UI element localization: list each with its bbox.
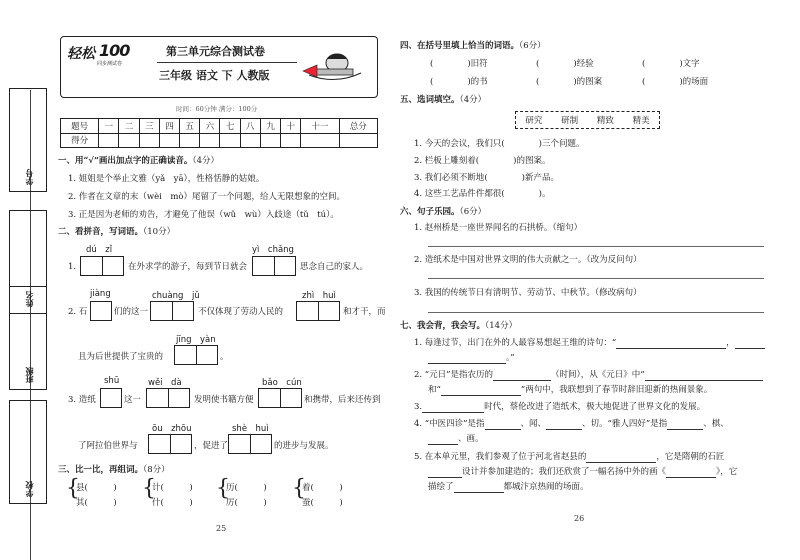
painting-blank[interactable] [666,468,716,478]
score-cell: 四 [159,119,179,134]
score-cell: 题号 [61,119,99,134]
diagnosis-blank-2[interactable] [546,420,582,430]
s3-title: 三、比一比，再组词。 [58,465,144,475]
s7-q5-line3-end: 都城汴京热闹的场面。 [503,482,589,492]
school-field[interactable] [9,400,47,504]
s7-q5 [414,451,724,463]
bridge-blank[interactable] [586,453,656,463]
fill-phrase[interactable]: ( )的图案 [536,77,603,87]
pinyin-shu: shū [104,376,120,386]
score-input[interactable] [180,133,200,148]
score-input[interactable] [139,133,159,148]
pinyin-weida: wěi dà [148,378,182,388]
dynasty-blank[interactable] [454,483,504,493]
char-box-weida[interactable] [146,388,190,408]
s1-q2[interactable]: 2. 作者在文章的末（wèi mò）尾留了一个问题，给人无限想象的空间。 [68,192,346,202]
s7-q5-line3-text: 描绘了 [428,482,454,492]
s2-title: 二、看拼音，写词语。 [58,227,144,237]
compare-word[interactable]: 蚕( ) [302,498,343,508]
poem-line-blank-2[interactable] [441,386,521,396]
score-input[interactable] [260,133,280,148]
score-cell: 八 [240,119,260,134]
s5-points: （4分） [459,95,487,105]
score-cell: 十一 [301,119,339,134]
s1-points: （4分） [192,156,220,166]
s7-q4-mid2: 、切。“雅人四好”是指 [582,419,668,429]
char-box-baocun[interactable] [258,388,302,408]
poem-blank-2[interactable] [735,339,765,349]
s7-heading [400,320,517,332]
pinyin-shehui: shè huì [232,424,269,434]
score-cell: 十 [281,119,301,134]
s6-q3: 3. 我国的传统节日有清明节、劳动节、中秋节。（修改病句） [414,288,642,298]
s2-points: （10分） [143,227,176,237]
s1-q1[interactable]: 1. 姐姐是个举止文雅（yǎ yā），性格恬静的姑娘。 [68,174,265,184]
char-box-jingyan[interactable] [174,345,218,365]
word-bank [515,111,660,129]
era-blank[interactable] [422,403,484,413]
student-id-field[interactable] [9,88,47,192]
s1-q3[interactable]: 3. 正是因为老师的劝告，才避免了他误（wǔ wù）入歧途（tǔ tú）。 [68,210,339,220]
answer-line-2[interactable] [428,278,764,279]
s7-q5-mid: ，它是隋朝的石匠 [656,452,725,462]
s7-q3-no: 3. [414,402,423,412]
school-label: 学校 [23,481,34,497]
fill-phrase[interactable]: ( )的场面 [642,77,709,87]
score-table [60,118,378,148]
poem-line-blank-1[interactable] [645,371,763,381]
compare-word[interactable]: 着( ) [302,483,343,493]
exam-header [60,36,378,98]
s2-q2-line2-end: 。 [220,352,229,362]
diagnosis-blank-1[interactable] [485,420,521,430]
s7-q4-mid: 、闻、 [520,419,547,429]
score-input[interactable] [339,133,377,148]
s7-q4-mid3: 、棋、 [703,419,729,429]
s7-q3 [414,401,705,413]
fill-phrase[interactable]: ( )文字 [642,59,700,69]
char-box-shu[interactable] [100,388,122,408]
score-input[interactable] [281,133,301,148]
s7-q2-line2-a: 和“ [428,385,441,395]
s7-q1 [414,337,765,349]
class-field[interactable] [9,286,47,390]
s3-heading [58,464,170,476]
char-box-duzi[interactable] [80,256,124,276]
char-box-zhihui[interactable] [296,301,340,321]
score-cell: 九 [260,119,280,134]
score-cell: 五 [180,119,200,134]
s7-q2-text: 2. “元日”是指农历的 [414,370,494,380]
s2-q2-line2: 且为后世提供了宝贵的 [78,352,164,362]
logo-num: 100 [99,41,130,60]
s7-q5-text: 5. 在本单元里，我们参观了位于河北省赵县的 [414,452,587,462]
pinyin-jingyan: jīng yàn [176,335,216,345]
mason-blank[interactable] [428,468,462,478]
pinyin-chuangju: chuàng jǔ [152,291,200,301]
s3-points: （8分） [143,465,170,475]
student-id-label: 学号 [23,169,34,185]
fill-phrase[interactable]: ( )的书 [430,77,488,87]
s7-points: （14分） [485,321,518,331]
score-input[interactable] [301,133,339,148]
s4-title: 四、在括号里填上恰当的词语。 [400,41,520,51]
s2-q3-end: 和携带，后来还传到 [304,395,381,405]
s5-q3[interactable]: 3. 我们必须不断地( )新产品。 [414,173,559,183]
s5-q1[interactable]: 1. 今天的会议，我们只( )三个问题。 [414,139,585,149]
s7-q2-mid: （时间），从《元日》中“ [551,370,645,380]
logo [67,41,147,69]
word-option: 研究 [525,116,543,126]
char-box-shehui[interactable] [228,434,272,454]
s2-q3-line2-end: 的进步与发展。 [274,441,334,451]
score-cell: 二 [119,119,139,134]
s7-q2-line2-b: ”两句中，我联想到了春节时辞旧迎新的热闹景象。 [520,385,713,395]
exam-title: 第三单元综合测试卷 [166,45,265,58]
hobby-blank-1[interactable] [667,420,703,430]
s7-q4-line2 [428,433,484,445]
title-divider [157,62,297,63]
s7-q5-line2-text: 设计并参加建造的；我们还欣赏了一幅名扬中外的画《 [462,467,667,477]
s2-q2-no: 2. 石 [68,307,88,317]
s7-title: 七、我会背，我会写。 [400,321,486,331]
word-option: 研制 [561,116,579,126]
s7-q2 [414,369,763,381]
s1-title: 一、用“√”画出加点字的正确读音。 [58,156,193,166]
pinyin-duzi: dú zǐ [86,245,113,255]
score-cell: 七 [220,119,240,134]
compare-word[interactable]: 什( ) [152,498,193,508]
score-input[interactable] [200,133,220,148]
word-option: 精美 [632,116,650,126]
score-cell: 得分 [61,133,99,148]
s2-q1-mid: 在外求学的游子，每到节日就会 [128,262,248,272]
logo-sub: 同步测试卷 [97,61,123,67]
s4-heading [400,40,546,52]
s6-title: 六、句子乐园。 [400,207,460,217]
s4-points: （6分） [519,41,546,51]
reading-boy-illustration [299,43,371,89]
compare-word[interactable]: 其( ) [76,498,117,508]
compare-word[interactable]: 计( ) [152,483,193,493]
time-blank[interactable] [493,371,551,381]
s7-q1-end: 。” [506,353,515,363]
hobby-blank-2[interactable] [428,435,458,445]
s2-q3-line2-mid: ，促进了 [194,441,229,451]
s5-title: 五、选词填空。 [400,95,460,105]
class-label: 班级 [23,367,34,383]
answer-line-3[interactable] [428,312,764,313]
char-box-ouzhou[interactable] [148,434,192,454]
compare-word[interactable]: 历( ) [226,483,267,493]
brace: { [292,476,306,501]
logo-main: 轻松 [67,46,95,62]
score-value-row [61,133,378,148]
s7-q5-line2-end: 》，它 [716,467,738,477]
s6-heading [400,206,486,218]
score-input[interactable] [119,133,139,148]
s6-q1: 1. 赵州桥是一座世界闻名的石拱桥。（缩句） [414,223,583,233]
name-label: 姓名 [23,291,34,307]
score-input[interactable] [159,133,179,148]
char-box-jiang[interactable] [90,301,112,321]
s2-q1-no: 1. [68,262,77,272]
score-input[interactable] [240,133,260,148]
page-number-right: 26 [574,514,585,523]
score-cell: 六 [200,119,220,134]
char-box-yichang[interactable] [252,256,296,276]
char-box-chuangju[interactable] [150,301,194,321]
s7-q3-end: 时代，蔡伦改进了造纸术，极大地促进了世界文化的发展。 [484,402,706,412]
score-cell: 总分 [339,119,377,134]
s2-q1-end: 思念自己的家人。 [300,262,369,272]
s2-q2-mid2: 不仅体现了劳动人民的 [198,307,284,317]
s7-q2-line2 [428,384,712,396]
s2-q3-mid: 这一 [124,395,142,405]
answer-line-1[interactable] [428,246,764,247]
s7-q4-text: 4. “中医四诊”是指 [414,419,485,429]
s1-heading [58,155,219,167]
s7-q1-mid: ， [726,338,735,348]
score-input[interactable] [220,133,240,148]
s6-points: （6分） [459,207,487,217]
s5-q2[interactable]: 2. 栏板上雕刻着( )的图案。 [414,156,551,166]
word-option: 精致 [596,116,614,126]
exam-meta: 时间：60分钟 满分：100分 [176,105,258,113]
brace: { [216,476,230,501]
pinyin-baocun: bǎo cún [262,378,302,388]
pinyin-jiang: jiàng [90,289,111,299]
s7-q4-line2-text: 、画。 [458,434,484,444]
s2-q2-mid: 们的这一 [114,307,149,317]
fill-phrase[interactable]: ( )经验 [536,59,594,69]
exam-subtitle: 三年级 语文 下 人教版 [159,69,270,82]
s2-heading [58,226,175,238]
s5-heading [400,94,486,106]
s2-q3-line2: 了阿拉伯世界与 [78,441,138,451]
s2-q2-end: 和才干，而 [343,307,386,317]
score-cell: 一 [99,119,119,134]
s7-q5-line2 [428,466,737,478]
compare-word[interactable]: 县( ) [76,483,117,493]
s7-q5-line3 [428,481,589,493]
pinyin-ouzhou: ōu zhōu [152,424,192,434]
s5-q4[interactable]: 4. 这些工艺品件件都很( )。 [414,189,551,199]
page-number-left: 25 [216,524,227,533]
poem-blank-3[interactable] [428,354,506,364]
s2-q3-no: 3. 造纸 [68,395,96,405]
brace: { [66,476,80,501]
s7-q1-line2 [428,352,515,364]
compare-word[interactable]: 厉( ) [226,498,267,508]
pinyin-zhihui: zhì huì [302,291,336,301]
fill-phrase[interactable]: ( )旧符 [430,59,488,69]
s7-q1-text: 1. 每逢过节，出门在外的人最容易想起王维的诗句：“ [414,338,617,348]
poem-blank-1[interactable] [616,339,726,349]
brace: { [142,476,156,501]
s7-q4 [414,418,729,430]
score-cell: 三 [139,119,159,134]
pinyin-yichang: yì chǎng [252,245,294,255]
score-input[interactable] [99,133,119,148]
s2-q3-mid2: 发明使书籍方便 [194,395,254,405]
score-header-row [61,119,378,134]
s6-q2: 2. 造纸术是中国对世界文明的伟大贡献之一。（改为反问句） [414,255,642,265]
